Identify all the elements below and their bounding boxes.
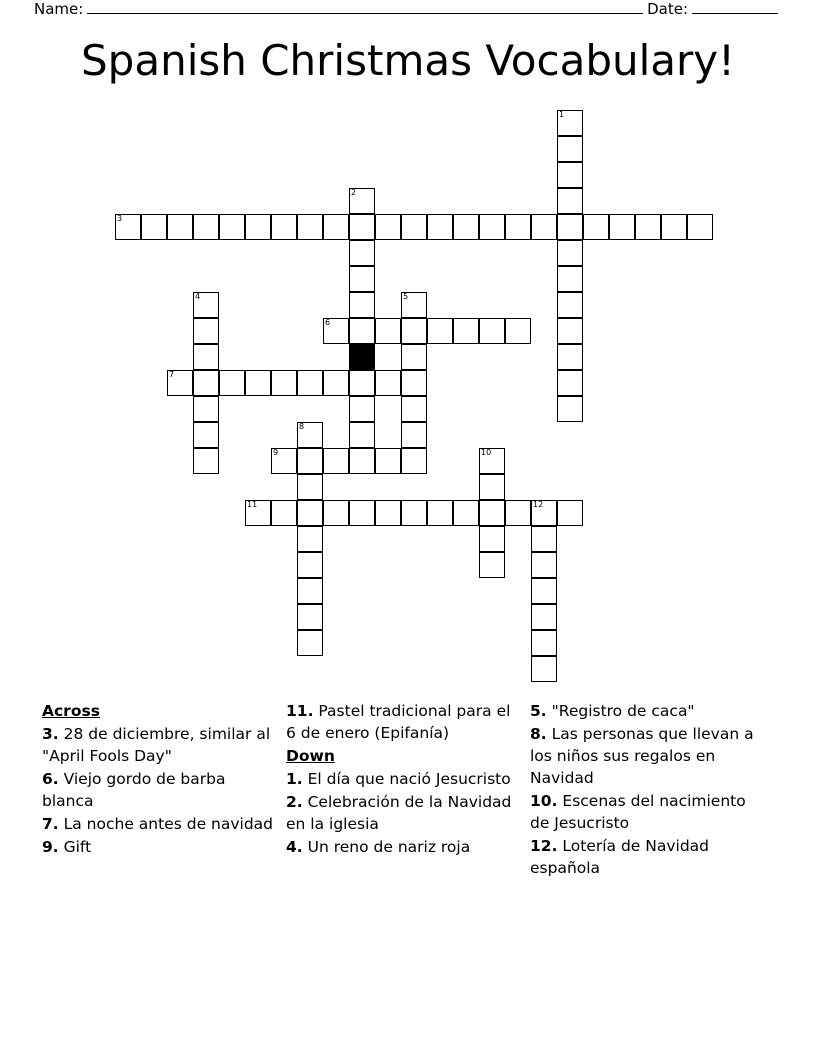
clue-number: 10. <box>530 792 558 810</box>
across-clues-part1 <box>42 723 274 858</box>
grid-cell[interactable] <box>193 214 219 240</box>
grid-cell[interactable] <box>193 370 219 396</box>
grid-cell-number: 3 <box>117 214 123 223</box>
grid-cell[interactable] <box>193 292 219 318</box>
clue-lists <box>42 700 774 950</box>
clue-item <box>42 768 274 812</box>
grid-cell[interactable] <box>531 552 557 578</box>
grid-cell-number: 5 <box>403 292 409 301</box>
grid-cell[interactable] <box>375 448 401 474</box>
grid-cell[interactable] <box>193 448 219 474</box>
grid-cell[interactable] <box>245 214 271 240</box>
clue-column-1 <box>42 700 286 950</box>
grid-cell[interactable] <box>531 214 557 240</box>
grid-cell[interactable] <box>297 370 323 396</box>
grid-cell[interactable] <box>349 214 375 240</box>
grid-cell[interactable] <box>479 552 505 578</box>
clue-text: El día que nació Jesucristo <box>302 770 511 788</box>
grid-cell[interactable] <box>297 214 323 240</box>
grid-cell[interactable] <box>557 396 583 422</box>
grid-cell[interactable] <box>453 214 479 240</box>
clue-number: 1. <box>286 770 303 788</box>
grid-cell-number: 2 <box>351 188 357 197</box>
page-title: Spanish Christmas Vocabulary! <box>81 36 735 85</box>
clue-column-2 <box>286 700 530 950</box>
grid-cell[interactable] <box>297 630 323 656</box>
grid-cell[interactable] <box>557 266 583 292</box>
grid-cell[interactable] <box>401 292 427 318</box>
grid-cell[interactable] <box>323 448 349 474</box>
grid-cell[interactable] <box>349 240 375 266</box>
clue-text: Viejo gordo de barba blanca <box>42 770 226 810</box>
clue-item <box>286 700 518 744</box>
grid-cell[interactable] <box>479 214 505 240</box>
grid-cell[interactable] <box>427 318 453 344</box>
grid-cell[interactable] <box>453 318 479 344</box>
grid-cell[interactable] <box>271 500 297 526</box>
grid-cell[interactable] <box>557 188 583 214</box>
grid-cell[interactable] <box>193 344 219 370</box>
grid-cell[interactable] <box>349 422 375 448</box>
grid-cell[interactable] <box>271 214 297 240</box>
date-label: Date: <box>647 0 688 18</box>
grid-cell[interactable] <box>297 578 323 604</box>
grid-cell[interactable] <box>557 240 583 266</box>
grid-cell[interactable] <box>479 448 505 474</box>
grid-cell[interactable] <box>557 136 583 162</box>
grid-cell-number: 10 <box>481 448 492 457</box>
grid-cell[interactable] <box>453 500 479 526</box>
grid-cell-number: 9 <box>273 448 279 457</box>
grid-cell[interactable] <box>505 214 531 240</box>
grid-cell[interactable] <box>167 370 193 396</box>
clue-item <box>286 768 518 790</box>
grid-cell[interactable] <box>635 214 661 240</box>
grid-cell[interactable] <box>557 500 583 526</box>
clue-text: Gift <box>58 838 92 856</box>
clue-item <box>286 791 518 835</box>
grid-cell[interactable] <box>401 214 427 240</box>
grid-cell[interactable] <box>687 214 713 240</box>
grid-cell[interactable] <box>219 214 245 240</box>
grid-cell[interactable] <box>401 448 427 474</box>
clue-number: 2. <box>286 793 303 811</box>
clue-text: Las personas que llevan a los niños sus regalos en Navidad <box>530 725 754 787</box>
grid-cell-number: 1 <box>559 110 565 119</box>
grid-cell[interactable] <box>557 110 583 136</box>
header-fields <box>34 0 782 26</box>
clue-number: 6. <box>42 770 59 788</box>
clue-number: 11. <box>286 702 314 720</box>
grid-cell[interactable] <box>479 526 505 552</box>
clue-item <box>42 723 274 767</box>
grid-cell[interactable] <box>349 396 375 422</box>
grid-cell[interactable] <box>349 370 375 396</box>
grid-cell[interactable] <box>583 214 609 240</box>
grid-cell[interactable] <box>401 344 427 370</box>
clue-text: La noche antes de navidad <box>58 815 274 833</box>
grid-cell[interactable] <box>505 318 531 344</box>
clue-text: 28 de diciembre, similar al "April Fools Day" <box>42 725 271 765</box>
grid-cell[interactable] <box>401 422 427 448</box>
grid-cell[interactable] <box>245 500 271 526</box>
across-clues-part2 <box>286 700 518 744</box>
grid-cell[interactable] <box>479 500 505 526</box>
grid-cell[interactable] <box>531 656 557 682</box>
across-heading: Across <box>42 702 100 720</box>
grid-cell[interactable] <box>219 370 245 396</box>
clue-item <box>530 700 762 722</box>
grid-cell[interactable] <box>531 578 557 604</box>
grid-cell[interactable] <box>349 500 375 526</box>
grid-cell[interactable] <box>401 370 427 396</box>
grid-cell[interactable] <box>349 292 375 318</box>
clue-item <box>286 836 518 858</box>
grid-cell[interactable] <box>349 448 375 474</box>
grid-cell[interactable] <box>401 318 427 344</box>
grid-cell[interactable] <box>609 214 635 240</box>
grid-cell[interactable] <box>557 370 583 396</box>
grid-cell[interactable] <box>323 214 349 240</box>
grid-cell[interactable] <box>297 552 323 578</box>
grid-cell[interactable] <box>375 370 401 396</box>
clue-number: 8. <box>530 725 547 743</box>
grid-cell[interactable] <box>427 500 453 526</box>
grid-cell[interactable] <box>167 214 193 240</box>
grid-cell[interactable] <box>557 344 583 370</box>
clue-column-3 <box>530 700 774 950</box>
clue-text: Un reno de nariz roja <box>302 838 471 856</box>
grid-cell[interactable] <box>271 448 297 474</box>
grid-cell[interactable] <box>323 318 349 344</box>
grid-cell[interactable] <box>115 214 141 240</box>
grid-cell[interactable] <box>479 474 505 500</box>
name-write-line[interactable] <box>87 1 643 14</box>
grid-cell[interactable] <box>375 318 401 344</box>
clue-item <box>530 835 762 879</box>
down-heading: Down <box>286 747 335 765</box>
grid-cell-blocked <box>349 344 375 370</box>
clue-text: Escenas del nacimiento de Jesucristo <box>530 792 746 832</box>
grid-cell[interactable] <box>323 370 349 396</box>
grid-cell[interactable] <box>193 318 219 344</box>
grid-cell[interactable] <box>193 396 219 422</box>
date-write-line[interactable] <box>692 1 778 14</box>
clue-item <box>42 813 274 835</box>
down-clues-part2 <box>530 700 762 879</box>
grid-cell[interactable] <box>297 422 323 448</box>
grid-cell-number: 4 <box>195 292 201 301</box>
grid-cell[interactable] <box>193 422 219 448</box>
clue-item <box>530 723 762 789</box>
grid-cell-number: 11 <box>247 500 258 509</box>
clue-item <box>530 790 762 834</box>
grid-cell[interactable] <box>401 500 427 526</box>
crossword-grid[interactable] <box>0 105 816 695</box>
clue-number: 3. <box>42 725 59 743</box>
grid-cell[interactable] <box>297 448 323 474</box>
grid-cell-number: 7 <box>169 370 175 379</box>
grid-cell[interactable] <box>557 214 583 240</box>
grid-cell[interactable] <box>531 526 557 552</box>
clue-text: Lotería de Navidad española <box>530 837 710 877</box>
grid-cell[interactable] <box>323 500 349 526</box>
grid-cell[interactable] <box>505 500 531 526</box>
grid-cell[interactable] <box>531 604 557 630</box>
grid-cell[interactable] <box>557 162 583 188</box>
grid-cell[interactable] <box>141 214 167 240</box>
grid-cell-number: 8 <box>299 422 305 431</box>
clue-text: Pastel tradicional para el 6 de enero (Epifanía) <box>286 702 511 742</box>
grid-cell[interactable] <box>297 474 323 500</box>
grid-cell-number: 12 <box>533 500 544 509</box>
name-label: Name: <box>34 0 84 18</box>
clue-number: 7. <box>42 815 59 833</box>
grid-cell-number: 6 <box>325 318 331 327</box>
down-clues-part1 <box>286 768 518 858</box>
grid-cell[interactable] <box>349 266 375 292</box>
grid-cell[interactable] <box>531 630 557 656</box>
grid-cell[interactable] <box>297 526 323 552</box>
clue-number: 12. <box>530 837 558 855</box>
grid-cell[interactable] <box>375 500 401 526</box>
grid-cell[interactable] <box>531 500 557 526</box>
clue-text: Celebración de la Navidad en la iglesia <box>286 793 512 833</box>
grid-cell[interactable] <box>349 318 375 344</box>
grid-cell[interactable] <box>375 214 401 240</box>
clue-number: 9. <box>42 838 59 856</box>
grid-cell[interactable] <box>661 214 687 240</box>
grid-cell[interactable] <box>557 292 583 318</box>
clue-item <box>42 836 274 858</box>
grid-cell[interactable] <box>479 318 505 344</box>
clue-number: 5. <box>530 702 547 720</box>
grid-cell[interactable] <box>297 604 323 630</box>
grid-cell[interactable] <box>557 318 583 344</box>
grid-cell[interactable] <box>245 370 271 396</box>
grid-cell[interactable] <box>297 500 323 526</box>
grid-cell[interactable] <box>271 370 297 396</box>
clue-text: "Registro de caca" <box>546 702 695 720</box>
grid-cell[interactable] <box>401 396 427 422</box>
grid-cell[interactable] <box>427 214 453 240</box>
grid-cell[interactable] <box>349 188 375 214</box>
clue-number: 4. <box>286 838 303 856</box>
